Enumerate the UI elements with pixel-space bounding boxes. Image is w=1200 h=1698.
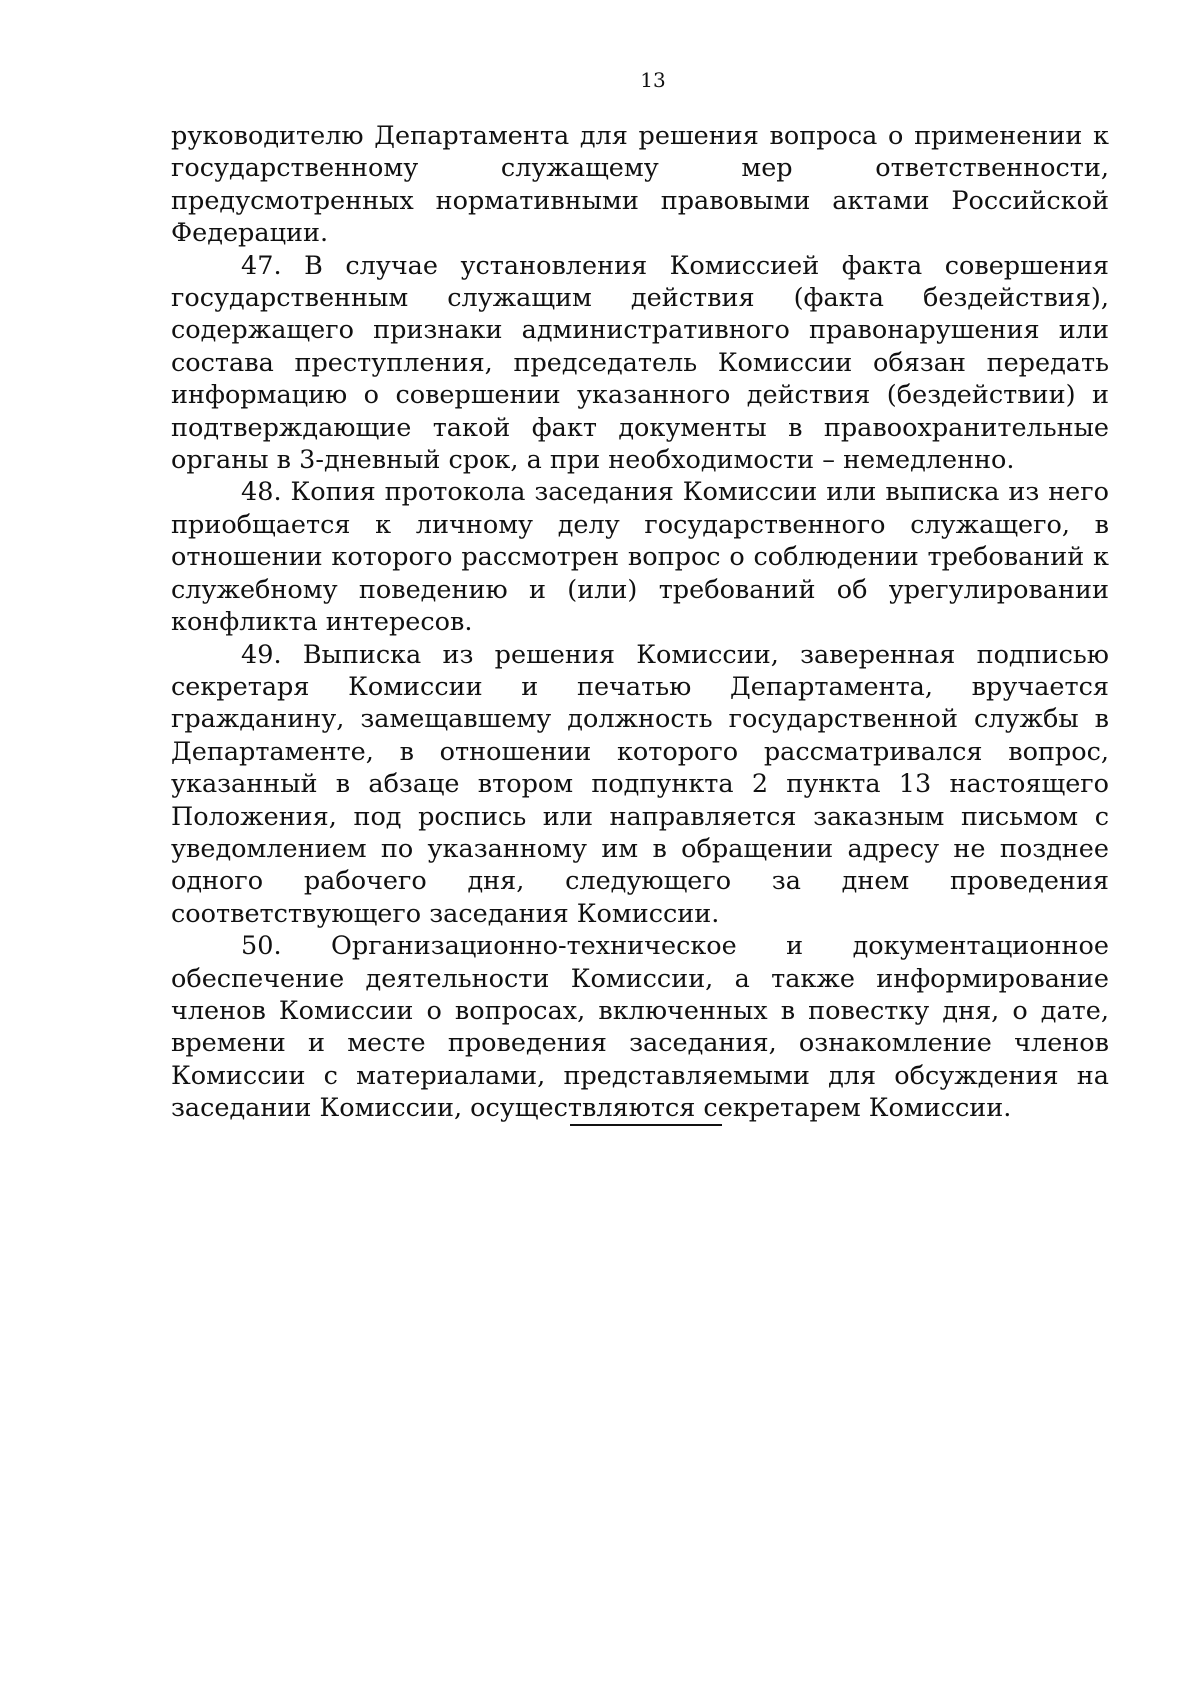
- document-body: [171, 120, 1109, 1125]
- paragraph-49: 49. Выписка из решения Комиссии, заверенная подписью секретаря Комиссии и печатью Департамента, вручается гражданину, замещавшему должность государственной службы в Департаменте, в отношении которого рассматривался вопрос, указанный в абзаце втором подпункта 2 пункта 13 настоящего Положения, под роспись или направляется заказным письмом с уведомлением по указанному им в обращении адресу не позднее одного рабочего дня, следующего за днем проведения соответствующего заседания Комиссии.: [171, 639, 1109, 929]
- page-number: 13: [640, 68, 666, 92]
- paragraph-48: 48. Копия протокола заседания Комиссии или выписка из него приобщается к личному делу государственного служащего, в отношении которого рассмотрен вопрос о соблюдении требований к служебному поведению и (или) требований об урегулировании конфликта интересов.: [171, 477, 1109, 638]
- paragraph-continuation: руководителю Департамента для решения вопроса о применении к государственному служащему мер ответственности, предусмотренных нормативными правовыми актами Российской Федерации.: [171, 121, 1109, 249]
- paragraph-47: 47. В случае установления Комиссией факта совершения государственным служащим действия (факта бездействия), содержащего признаки административного правонарушения или состава преступления, председатель Комиссии обязан передать информацию о совершении указанного действия (бездействии) и подтверждающие такой факт документы в правоохранительные органы в 3-дневный срок, а при необходимости – немедленно.: [171, 250, 1109, 476]
- paragraph-50: 50. Организационно-техническое и документационное обеспечение деятельности Комиссии, а также информирование членов Комиссии о вопросах, включенных в повестку дня, о дате, времени и месте проведения заседания, ознакомление членов Комиссии с материалами, представляемыми для обсуждения на заседании Комиссии, осуществляются секретарем Комиссии.: [171, 931, 1109, 1124]
- end-separator-line: [570, 1124, 722, 1126]
